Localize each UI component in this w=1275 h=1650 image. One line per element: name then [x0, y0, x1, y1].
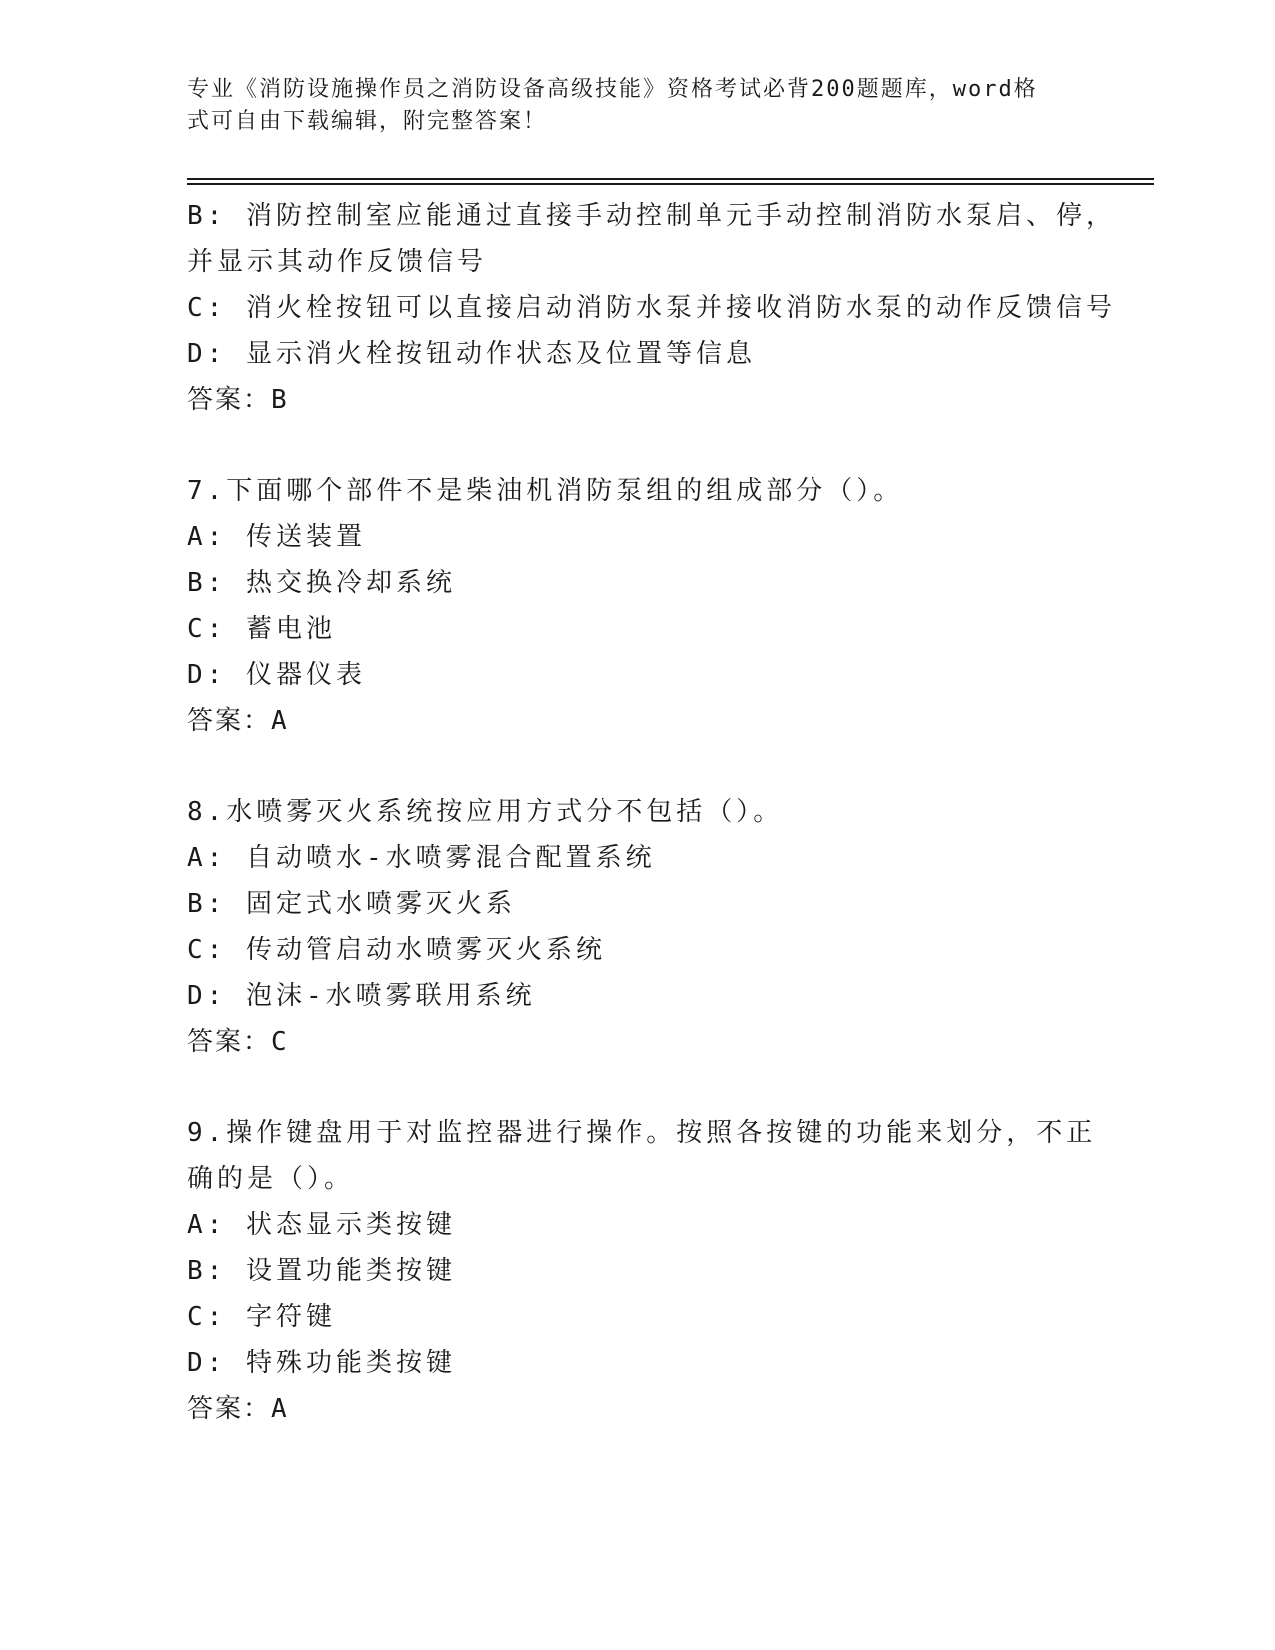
- option-d: D: 仪器仪表: [187, 660, 366, 690]
- answer-line: [187, 377, 1147, 423]
- option-b: B: 热交换冷却系统: [187, 568, 456, 598]
- answer-value: A: [271, 1394, 289, 1424]
- question-text-line-2: 确的是（）。: [187, 1164, 355, 1194]
- option-b-line-2: 并显示其动作反馈信号: [187, 247, 488, 277]
- question-9: [187, 1110, 1147, 1432]
- question-7: [187, 468, 1147, 744]
- option-d: D: 特殊功能类按键: [187, 1348, 456, 1378]
- answer-value: B: [271, 385, 289, 415]
- question-text: 7.下面哪个部件不是柴油机消防泵组的组成部分（）。: [187, 476, 904, 506]
- answer-label: 答案：: [187, 706, 272, 736]
- answer-label: 答案：: [187, 1027, 272, 1057]
- header-line-2: 式可自由下载编辑，附完整答案！: [187, 109, 548, 134]
- answer-label: 答案：: [187, 385, 272, 415]
- option-b: B: 设置功能类按键: [187, 1256, 456, 1286]
- question-8: [187, 789, 1147, 1065]
- document-header: [187, 74, 1067, 138]
- question-text: 8.水喷雾灭火系统按应用方式分不包括（）。: [187, 797, 784, 827]
- option-c: C: 传动管启动水喷雾灭火系统: [187, 935, 606, 965]
- answer-line: [187, 1019, 1147, 1065]
- option-c: C: 消火栓按钮可以直接启动消防水泵并接收消防水泵的动作反馈信号: [187, 293, 1116, 323]
- answer-value: C: [271, 1027, 289, 1057]
- question-text-line-1: 9.操作键盘用于对监控器进行操作。按照各按键的功能来划分，不正: [187, 1118, 1097, 1148]
- option-d: D: 显示消火栓按钮动作状态及位置等信息: [187, 339, 756, 369]
- option-c: C: 字符键: [187, 1302, 336, 1332]
- answer-line: [187, 1386, 1147, 1432]
- answer-line: [187, 698, 1147, 744]
- header-line-1: 专业《消防设施操作员之消防设备高级技能》资格考试必背200题题库，word格: [187, 77, 1038, 102]
- question-6: [187, 193, 1147, 423]
- option-a: A: 传送装置: [187, 522, 366, 552]
- header-divider-bottom: [187, 183, 1154, 185]
- option-b: B: 固定式水喷雾灭火系: [187, 889, 516, 919]
- option-c: C: 蓄电池: [187, 614, 336, 644]
- option-a: A: 状态显示类按键: [187, 1210, 456, 1240]
- header-divider-top: [187, 178, 1154, 180]
- answer-value: A: [271, 706, 289, 736]
- option-b-line-1: B: 消防控制室应能通过直接手动控制单元手动控制消防水泵启、停，: [187, 201, 1116, 231]
- option-d: D: 泡沫-水喷雾联用系统: [187, 981, 536, 1011]
- answer-label: 答案：: [187, 1394, 272, 1424]
- question-list: [187, 193, 1147, 1432]
- option-a: A: 自动喷水-水喷雾混合配置系统: [187, 843, 656, 873]
